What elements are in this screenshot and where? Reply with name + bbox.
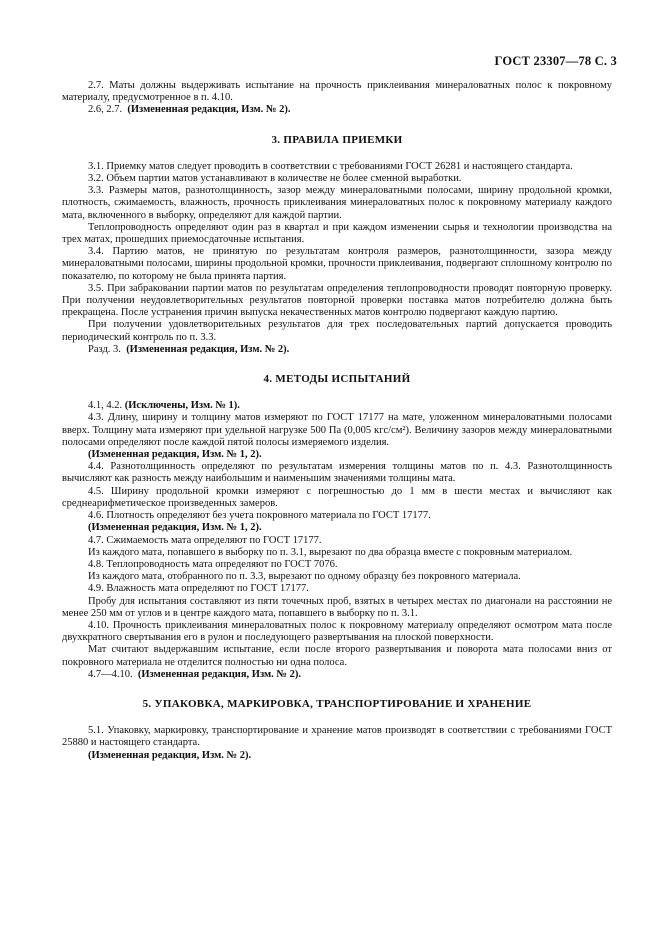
amendment-5-1: (Измененная редакция, Изм. № 2). <box>88 749 252 761</box>
document-body <box>62 80 612 762</box>
paragraph-4-4: 4.4. Разнотолщинность определяют по результатам измерения толщины матов по п. 4.3. Разнотолщинность вычисляют как разность между наибольшим и наименьшим значениями толщины мата. <box>62 461 612 485</box>
paragraph-4-9: 4.9. Влажность мата определяют по ГОСТ 17177. <box>88 583 309 595</box>
paragraph-4-8: 4.8. Теплопроводность мата определяют по ГОСТ 7076. <box>88 558 338 570</box>
paragraph-3-1: 3.1. Приемку матов следует проводить в соответствии с требованиями ГОСТ 26281 и настоящего стандарта. <box>88 160 573 172</box>
paragraph-2-7: 2.7. Маты должны выдерживать испытание на прочность приклеивания минераловатных полос к покровному материалу, предусмотренное в п. 4.10. <box>62 80 612 104</box>
paragraph-3-5b: При получении удовлетворительных результатов для трех последовательных партий допускается проводить периодический контроль по п. 3.3. <box>62 319 612 343</box>
paragraph-4-1 <box>62 400 612 412</box>
page-header: ГОСТ 23307—78 С. 3 <box>494 54 617 68</box>
amendment-lead: 2.6, 2.7. <box>88 104 123 116</box>
excluded-note: (Исключены, Изм. № 1). <box>124 400 240 412</box>
paragraph-4-7: 4.7. Сжимаемость мата определяют по ГОСТ 17177. <box>88 534 322 546</box>
amendment-note: (Измененная редакция, Изм. № 2). <box>127 104 291 116</box>
paragraph-5-1: 5.1. Упаковку, маркировку, транспортирование и хранение матов производят в соответствии с требованиями ГОСТ 25880 и настоящего стандарта. <box>62 725 612 749</box>
amendment-razd-3 <box>62 344 612 356</box>
section-4-title: 4. МЕТОДЫ ИСПЫТАНИЙ <box>263 373 411 386</box>
paragraph-4-3: 4.3. Длину, ширину и толщину матов измеряют по ГОСТ 17177 на мате, уложенном минераловатными полосами вверх. Толщину мата измеряют при удельной нагрузке 500 Па (0,005 кгс/см²). Величину зазоров между минераловатными полосами определяют после каждой пятой полосы измеряемого изделия. <box>62 412 612 448</box>
paragraph-3-2: 3.2. Объем партии матов устанавливают в количестве не более сменной выработки. <box>88 173 462 185</box>
paragraph-4-9b: Пробу для испытания составляют из пяти точечных проб, взятых в четырех местах по диагонали на расстоянии не менее 250 мм от углов и в центре каждого мата, попавшего в выборку по п. 3.1. <box>62 595 612 619</box>
amendment-2-6 <box>62 104 612 116</box>
paragraph-4-6: 4.6. Плотность определяют без учета покровного материала по ГОСТ 17177. <box>88 510 431 522</box>
amendment-lead: Разд. 3. <box>88 343 121 355</box>
paragraph-4-10b: Мат считают выдержавшим испытание, если после второго развертывания и поворота мата полосами вниз от покровного материала не отделится полностью ни одна полоса. <box>62 644 612 668</box>
paragraph-4-5: 4.5. Ширину продольной кромки измеряют с погрешностью до 1 мм в шести местах и вычисляют как среднеарифметическое произведенных замеров. <box>62 485 612 509</box>
amendment-note: (Измененная редакция, Изм. № 2). <box>137 668 301 680</box>
paragraph-lead: 4.1, 4.2. <box>88 400 123 412</box>
paragraph-3-3b: Теплопроводность определяют один раз в квартал и при каждом изменении сырья и технологии производства на трех матах, прошедших приемосдаточные испытания. <box>62 221 612 246</box>
amendment-lead: 4.7—4.10. <box>88 668 133 680</box>
amendment-4-7-4-10 <box>62 669 612 681</box>
section-5-title: 5. УПАКОВКА, МАРКИРОВКА, ТРАНСПОРТИРОВАНИЕ И ХРАНЕНИЕ <box>142 697 532 710</box>
paragraph-4-7b: Из каждого мата, попавшего в выборку по п. 3.1, вырезают по два образца вместе с покровным материалом. <box>88 546 573 558</box>
paragraph-3-5: 3.5. При забраковании партии матов по результатам определения теплопроводности проводят повторную проверку. При получении неудовлетворительных результатов повторной проверки поставка матов потребителю должна быть прекращена. После устранения причин выпуска некачественных матов контролю подвергают каждую партию. <box>62 282 612 319</box>
section-3-title: 3. ПРАВИЛА ПРИЕМКИ <box>271 133 403 146</box>
paragraph-3-3: 3.3. Размеры матов, разнотолщинность, зазор между минераловатными полосами, ширину продольной кромки, плотность, сжимаемость, влажность, прочность приклеивания минераловатных полос к покровному материалу каждого мата, включенного в выборку, определяют для каждой партии. <box>62 185 612 221</box>
paragraph-4-8b: Из каждого мата, отобранного по п. 3.3, вырезают по одному образцу без покровного материала. <box>88 571 521 583</box>
amendment-4-6: (Измененная редакция, Изм. № 1, 2). <box>88 522 262 534</box>
amendment-note: (Измененная редакция, Изм. № 2). <box>126 343 290 355</box>
paragraph-4-10: 4.10. Прочность приклеивания минераловатных полос к покровному материалу определяют осмотром мата после двухкратного свертывания его в рулон и последующего развертывания на плоской поверхности. <box>62 619 612 644</box>
amendment-4-3: (Измененная редакция, Изм. № 1, 2). <box>88 449 262 461</box>
paragraph-3-4: 3.4. Партию матов, не принятую по результатам контроля размеров, разнотолщинности, зазора между минераловатными полосами, ширины продольной кромки, прочности приклеивания, подвергают сплошному контролю по показателю, по которому не была принята партия. <box>62 246 612 282</box>
